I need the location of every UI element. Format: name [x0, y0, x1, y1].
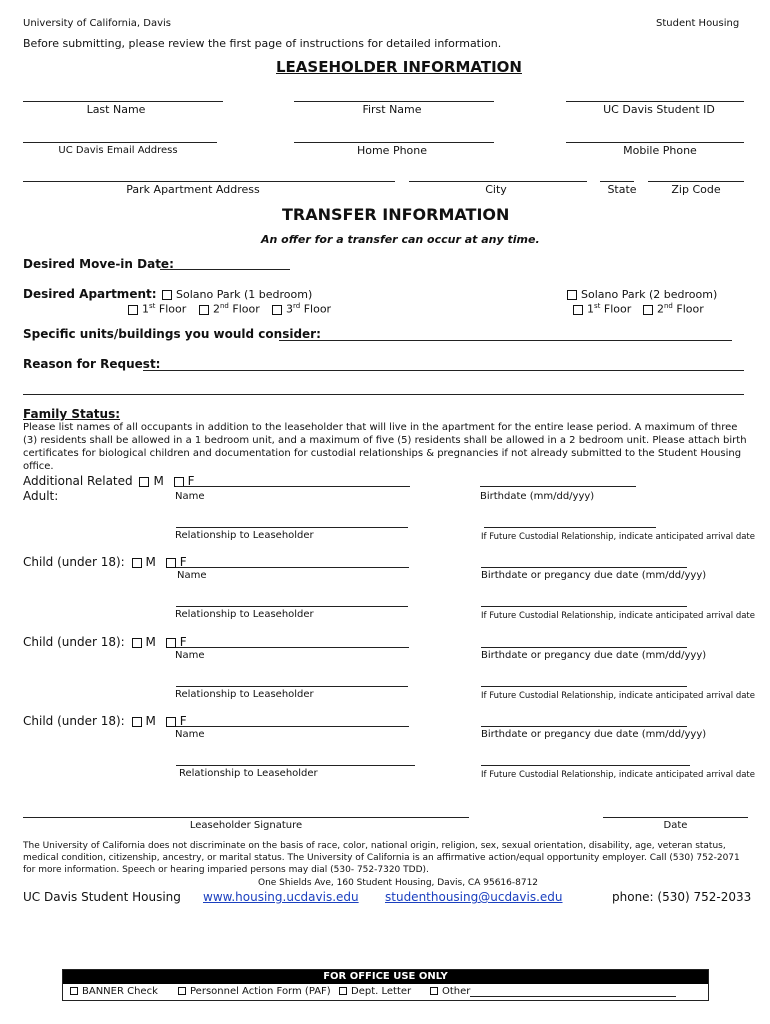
- instructions-note: Before submitting, please review the first page of instructions for detailed information.: [23, 37, 502, 50]
- city-line[interactable]: [409, 181, 587, 182]
- zip-label: Zip Code: [671, 183, 721, 196]
- adult-label: Additional Related: [23, 474, 133, 488]
- child-1-label: Child (under 18):: [23, 555, 125, 569]
- child-1-name-label: Name: [177, 570, 207, 581]
- male-checkbox-icon[interactable]: [132, 638, 142, 648]
- checkbox-icon[interactable]: [162, 290, 172, 300]
- child-3-name-field[interactable]: [176, 726, 409, 727]
- adult-custodial-field[interactable]: [484, 527, 656, 528]
- child-3-custodial-label: If Future Custodial Relationship, indicate anticipated arrival date: [481, 770, 755, 780]
- first-name-line[interactable]: [294, 101, 494, 102]
- child-2-row: Child (under 18): M F: [23, 635, 187, 649]
- female-checkbox-icon[interactable]: [166, 638, 176, 648]
- option2-floor-1[interactable]: 1st Floor: [573, 302, 631, 316]
- child-3-label: Child (under 18):: [23, 714, 125, 728]
- home-phone-label: Home Phone: [356, 144, 428, 157]
- child-1-relationship-label: Relationship to Leaseholder: [175, 609, 314, 620]
- child-1-custodial-label: If Future Custodial Relationship, indicate anticipated arrival date: [481, 611, 755, 621]
- child-3-birthdate-label: Birthdate or pregancy due date (mm/dd/yyy): [481, 729, 707, 740]
- family-status-heading: Family Status:: [23, 407, 121, 421]
- move-in-label: Desired Move-in Date:: [23, 257, 174, 271]
- family-status-paragraph: Please list names of all occupants in addition to the leaseholder that will live in the apartment for the entire lease period. A maximum of three (3) residents shall be allowed in a 1 bedroom unit, and a maximum of five (5) residents shall be allowed in a 2 bedroom unit. Please attach birth certificates for biological children and documentation for custodial relationships & pregnancies if not already submitted to the Student Housing office.: [23, 422, 747, 472]
- option1-floor-3[interactable]: 3rd Floor: [272, 302, 331, 316]
- child-2-name-field[interactable]: [176, 647, 409, 648]
- adult-custodial-label: If Future Custodial Relationship, indicate anticipated arrival date: [481, 532, 755, 542]
- reason-label: Reason for Request:: [23, 357, 161, 371]
- option-1-bedroom-label: Solano Park (1 bedroom): [176, 288, 313, 301]
- checkbox-icon[interactable]: [199, 305, 209, 315]
- child-3-row: Child (under 18): M F: [23, 714, 187, 728]
- child-2-relationship-field[interactable]: [176, 686, 408, 687]
- other-field[interactable]: [470, 996, 676, 997]
- org-name: UC Davis Student Housing: [23, 890, 181, 904]
- adult-birthdate-label: Birthdate (mm/dd/yyy): [480, 491, 595, 502]
- first-name-label: First Name: [362, 103, 422, 116]
- male-checkbox-icon[interactable]: [139, 477, 149, 487]
- desired-apartment-label: Desired Apartment:: [23, 287, 157, 301]
- option1-floor-2[interactable]: 2nd Floor: [199, 302, 260, 316]
- female-checkbox-icon[interactable]: [166, 558, 176, 568]
- option-1-bedroom[interactable]: [162, 288, 312, 301]
- email-line[interactable]: [23, 142, 217, 143]
- child-2-label: Child (under 18):: [23, 635, 125, 649]
- department-name: Student Housing: [656, 18, 740, 29]
- signature-label: Leaseholder Signature: [189, 820, 303, 831]
- address-label: Park Apartment Address: [126, 183, 260, 196]
- email-label: UC Davis Email Address: [58, 145, 178, 156]
- adult-name-label: Name: [175, 491, 205, 502]
- option1-floor-1[interactable]: 1st Floor: [128, 302, 186, 316]
- child-3-birthdate-field[interactable]: [481, 726, 687, 727]
- adult-name-field[interactable]: [176, 486, 410, 487]
- mailing-address: One Shields Ave, 160 Student Housing, Davis, CA 95616-8712: [258, 878, 539, 888]
- student-id-label: UC Davis Student ID: [603, 103, 715, 116]
- checkbox-icon[interactable]: [430, 987, 438, 995]
- male-checkbox-icon[interactable]: [132, 558, 142, 568]
- specific-units-label: Specific units/buildings you would consider:: [23, 327, 321, 341]
- child-1-birthdate-field[interactable]: [481, 567, 687, 568]
- adult-label-2: Adult:: [23, 489, 59, 503]
- child-1-birthdate-label: Birthdate or pregancy due date (mm/dd/yyy): [481, 570, 707, 581]
- transfer-heading: TRANSFER INFORMATION: [282, 205, 510, 224]
- child-3-relationship-label: Relationship to Leaseholder: [179, 768, 318, 779]
- checkbox-icon[interactable]: [128, 305, 138, 315]
- adult-relationship-field[interactable]: [176, 527, 408, 528]
- email-link[interactable]: studenthousing@ucdavis.edu: [385, 890, 563, 904]
- female-checkbox-icon[interactable]: [174, 477, 184, 487]
- child-3-custodial-field[interactable]: [481, 765, 690, 766]
- option-2-bedroom[interactable]: [567, 288, 717, 301]
- university-name: University of California, Davis: [23, 18, 172, 29]
- checkbox-icon[interactable]: [567, 290, 577, 300]
- website-link[interactable]: www.housing.ucdavis.edu: [203, 890, 359, 904]
- child-3-relationship-field[interactable]: [176, 765, 415, 766]
- state-line[interactable]: [600, 181, 634, 182]
- child-2-custodial-label: If Future Custodial Relationship, indicate anticipated arrival date: [481, 691, 755, 701]
- checkbox-icon[interactable]: [339, 987, 347, 995]
- option2-floor-2[interactable]: 2nd Floor: [643, 302, 704, 316]
- female-checkbox-icon[interactable]: [166, 717, 176, 727]
- paf-option[interactable]: Personnel Action Form (PAF): [178, 986, 331, 997]
- adult-relationship-label: Relationship to Leaseholder: [175, 530, 314, 541]
- child-1-name-field[interactable]: [176, 567, 409, 568]
- child-2-custodial-field[interactable]: [481, 686, 687, 687]
- transfer-subtitle: An offer for a transfer can occur at any time.: [261, 233, 540, 246]
- child-2-birthdate-label: Birthdate or pregancy due date (mm/dd/yyy): [481, 650, 707, 661]
- state-label: State: [607, 183, 637, 196]
- checkbox-icon[interactable]: [643, 305, 653, 315]
- leaseholder-heading: LEASEHOLDER INFORMATION: [276, 58, 522, 76]
- child-2-relationship-label: Relationship to Leaseholder: [175, 689, 314, 700]
- male-checkbox-icon[interactable]: [132, 717, 142, 727]
- office-use-title: FOR OFFICE USE ONLY: [63, 970, 708, 984]
- dept-letter-option[interactable]: Dept. Letter: [339, 986, 411, 997]
- child-1-custodial-field[interactable]: [481, 606, 687, 607]
- child-1-row: Child (under 18): M F: [23, 555, 187, 569]
- option-2-bedroom-label: Solano Park (2 bedroom): [581, 288, 718, 301]
- other-option[interactable]: Other: [430, 986, 470, 997]
- child-2-name-label: Name: [175, 650, 205, 661]
- last-name-line[interactable]: [23, 101, 223, 102]
- child-2-birthdate-field[interactable]: [481, 647, 687, 648]
- checkbox-icon[interactable]: [178, 987, 186, 995]
- checkbox-icon[interactable]: [573, 305, 583, 315]
- checkbox-icon[interactable]: [272, 305, 282, 315]
- signature-field[interactable]: [23, 817, 469, 818]
- reason-field-line-1[interactable]: [143, 370, 744, 371]
- adult-row: Additional Related M F: [23, 474, 195, 488]
- mobile-phone-line[interactable]: [566, 142, 744, 143]
- city-label: City: [485, 183, 507, 196]
- banner-check-option[interactable]: BANNER Check: [70, 986, 158, 997]
- phone-number: phone: (530) 752-2033: [612, 890, 752, 904]
- student-id-line[interactable]: [566, 101, 744, 102]
- adult-birthdate-field[interactable]: [480, 486, 636, 487]
- home-phone-line[interactable]: [294, 142, 494, 143]
- zip-line[interactable]: [648, 181, 744, 182]
- last-name-label: Last Name: [86, 103, 146, 116]
- mobile-phone-label: Mobile Phone: [623, 144, 697, 157]
- date-field[interactable]: [603, 817, 748, 818]
- move-in-date-field[interactable]: [160, 269, 290, 270]
- child-3-name-label: Name: [175, 729, 205, 740]
- date-label: Date: [663, 820, 688, 831]
- checkbox-icon[interactable]: [70, 987, 78, 995]
- specific-units-field[interactable]: [279, 340, 732, 341]
- address-line[interactable]: [23, 181, 395, 182]
- reason-field-line-2[interactable]: [23, 394, 744, 395]
- nondiscrimination-statement: The University of California does not discriminate on the basis of race, color, national origin, religion, sex, sexual orientation, disability, age, veteran status, medical condition, citizenship, ancestry, or marital status. The University of California is an affirmative action/equal opportunity employer. Call (530) 752-2071 for more information. Speech or hearing imparied persons may dial (530- 752-7320 TDD).: [23, 841, 740, 875]
- child-1-relationship-field[interactable]: [176, 606, 408, 607]
